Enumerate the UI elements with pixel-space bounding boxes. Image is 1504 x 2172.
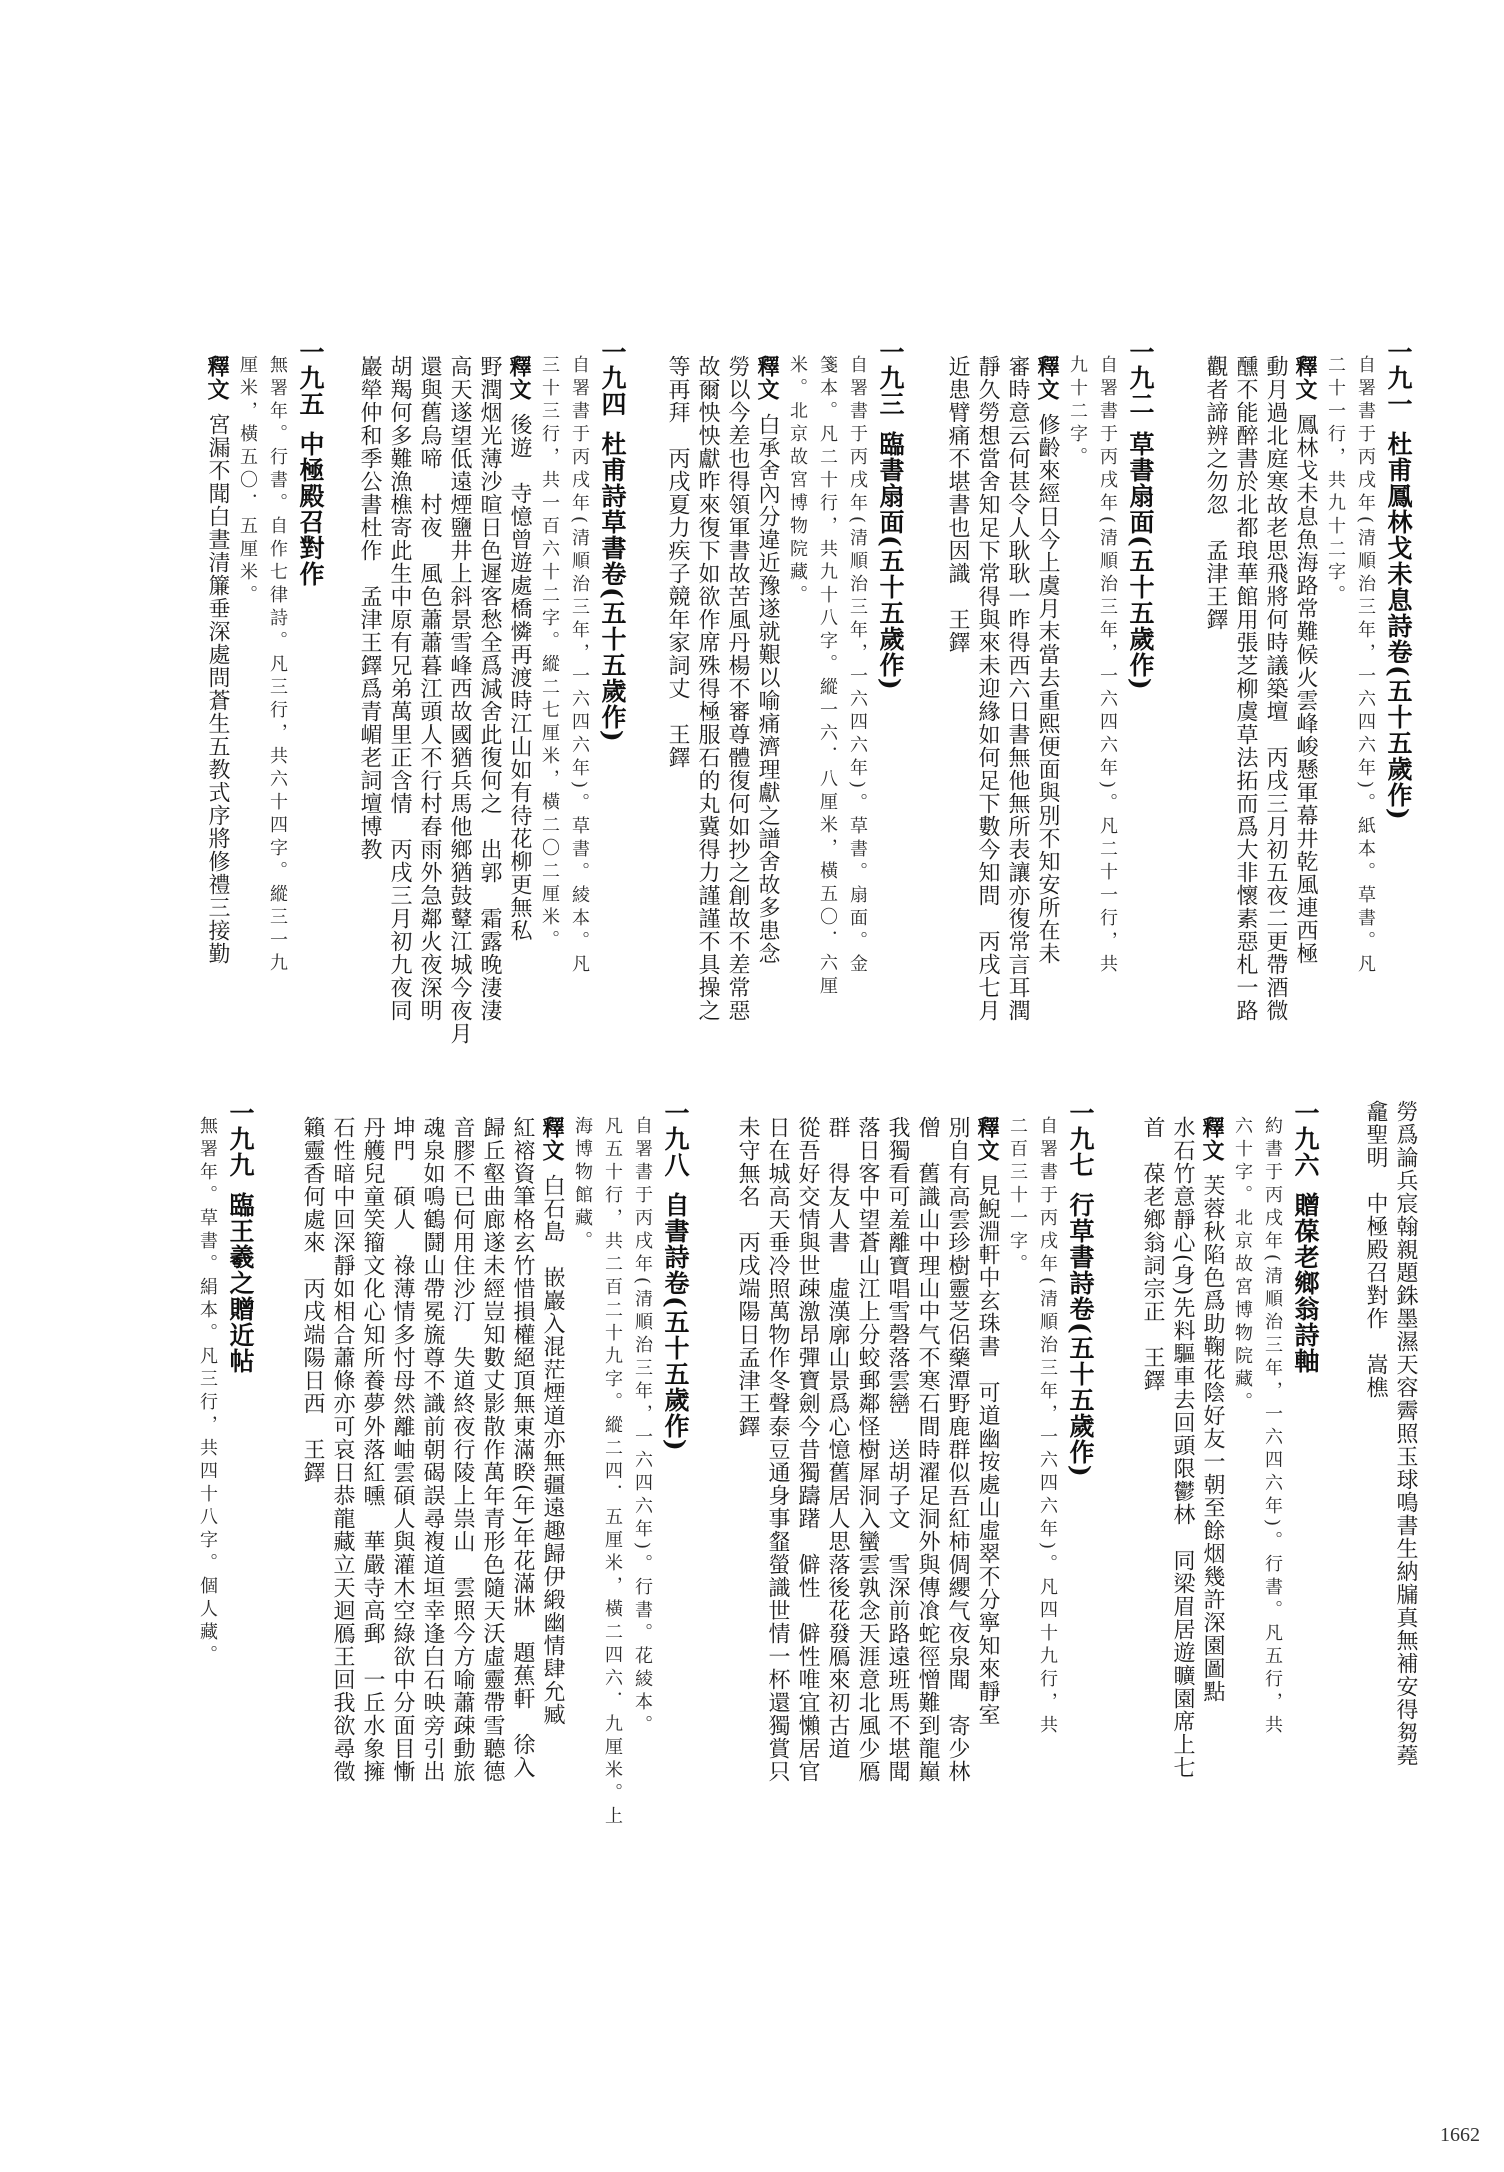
transcription-line: 勞以今差也得領軍書故苦風丹楊不審尊體復何如抄之創故不差常惡 [725,355,750,1022]
entry-info-line: 米。北京故宮博物院藏。 [787,355,808,608]
transcription-text: 後遊 寺憶曾遊處橋憐再渡時江山如有待花柳更無私 [507,413,532,942]
entry-title-text: 臨王羲之贈近帖 [226,1192,255,1374]
entry-info-line: 自署書于丙戌年(清順治三年，一六四六年)。紙本。草書。凡 [1355,355,1376,978]
transcription-text: 鳳林戈未息魚海路常難候火雲峰峻懸軍幕井乾風連西極 [1293,413,1318,965]
entry-info-line: 約書于丙戌年(清順治三年，一六四六年)。行書。凡五行，共 [1262,1116,1283,1739]
transcription-line: 僧 舊識山中理山中气不寒石間時濯足洞外與傳飡蛇徑憎難到龍巔 [915,1116,940,1783]
entry-info-line: 六十字。北京故宮博物院藏。 [1232,1116,1253,1415]
entry-title [1122,339,1158,691]
catalog-entry-196 [1137,1100,1323,1780]
entry-number: 一九五 [296,339,325,417]
catalog-entry-197 [732,1100,1098,1783]
entry-title [1062,1100,1098,1478]
entry-number: 一九三 [876,339,905,417]
entry-info-line: 自署書于丙戌年(清順治三年，一六四六年)。凡四十九行，共 [1037,1116,1058,1739]
entry-info-line: 三十三行，共一百六十二字。縱二七厘米，橫二〇二厘米。 [539,355,560,953]
transcription-line: 群 得友人書 虛漢廓山景爲心憶舊居人思落後花發鴈來初古道 [825,1116,850,1760]
entry-title [292,339,328,587]
entry-number: 一九七 [1066,1100,1095,1178]
transcription-line: 動月過北庭寒故老思飛將何時議築壇 丙戌三月初五夜二更帶酒微 [1263,355,1288,1022]
transcription-line: 紅褣資筆格玄竹惜損權絕頂無東滿睽(年)年花滿牀 題蕉軒 徐入 [510,1116,535,1780]
transcription-label: 釋文 [506,355,532,401]
transcription-line: 未守無名 丙戌端陽日孟津王鐸 [735,1116,760,1438]
entry-title-text: 草書扇面(五十五歲作) [1126,431,1155,691]
transcription-line [1032,355,1062,965]
transcription-label: 釋文 [1292,355,1318,401]
transcription-line [752,355,782,965]
transcription-label: 釋文 [974,1116,1000,1162]
page-number: 1662 [1440,2124,1480,2146]
entry-title [657,1100,693,1452]
transcription-line: 故爾怏怏獻昨來復下如欲作席殊得極服石的丸冀得力謹謹不具操之 [695,355,720,1022]
entry-info-line: 海博物館藏。 [572,1116,593,1254]
transcription-line: 觀者諦辨之勿忽 孟津王鐸 [1203,355,1228,631]
entry-number: 一九六 [1291,1100,1320,1178]
entry-title [872,339,908,691]
transcription-line: 別自有高雲珍樹靈芝侶藥潭野鹿群似吾紅柿倜纓气夜泉聞 寄少林 [945,1116,970,1783]
transcription-line [202,355,232,965]
entry-info-line: 無署年。草書。絹本。凡三行，共四十八字。個人藏。 [197,1116,218,1668]
transcription-line: 還與舊烏啼 村夜 風色蕭蕭暮江頭人不行村舂雨外急鄰火夜深明 [417,355,442,1022]
transcription-line: 丹艧兒童笑籀文化心知所養夢外落紅曛 華嚴寺高郵 一丘水象擁 [360,1116,385,1783]
entry-title-text: 杜甫詩草書卷(五十五歲作) [598,431,627,743]
entry-title [222,1100,258,1374]
transcription-label: 釋文 [204,355,230,401]
transcription-label: 釋文 [539,1116,565,1162]
entry-info-line: 二百三十一字。 [1007,1116,1028,1277]
transcription-label: 釋文 [1199,1116,1225,1162]
catalog-entry-191 [1200,339,1416,1022]
transcription-line [537,1116,567,1726]
entry-title-text: 杜甫鳳林戈未息詩卷(五十五歲作) [1384,431,1413,821]
entry-info-line: 自署書于丙戌年(清順治三年，一六四六年)。行書。花綾本。 [632,1116,653,1739]
transcription-line [972,1116,1002,1726]
catalog-entry-195-continued [1360,1100,1420,1767]
entry-info-line: 厘米，橫五〇．五厘米。 [237,355,258,608]
entry-title-text: 自書詩卷(五十五歲作) [661,1192,690,1452]
catalog-entry-195 [202,339,328,976]
transcription-text: 修齡來經日今上虞月末當去重熙便面與別不知安所在未 [1035,413,1060,965]
transcription-line: 龕聖明 中極殿召對作 嵩樵 [1363,1100,1388,1399]
transcription-label: 釋文 [1034,355,1060,401]
entry-info-line: 無署年。行書。自作七律詩。凡三行，共六十四字。縱三一九 [267,355,288,976]
entry-title-text: 行草書詩卷(五十五歲作) [1066,1192,1095,1478]
transcription-line: 石性暗中回深靜如相合蕭條亦可哀日恭龍藏立天迴鴈王回我欲尋徵 [330,1116,355,1783]
transcription-line: 日在城高天垂冷照萬物作冬聲泰豆通身事韰螢識世情一杯還獨賞只 [765,1116,790,1783]
entry-info-line: 自署書于丙戌年(清順治三年，一六四六年)。草書。綾本。凡 [569,355,590,978]
catalog-entry-199 [192,1100,258,1668]
transcription-text: 見鯢淵軒中玄珠書 可道幽按處山虛翠不分寧知來靜室 [975,1174,1000,1726]
transcription-line: 我獨看可羞離寶唱雪磬落雲巒 送胡子文 雪深前路遠班馬不堪聞 [885,1116,910,1783]
entry-title-text: 臨書扇面(五十五歲作) [876,431,905,691]
entry-number: 一九九 [226,1100,255,1178]
transcription-line: 胡羯何多難漁樵寄此生中原有兄弟萬里正含情 丙戌三月初九夜同 [387,355,412,1022]
transcription-line: 籟靈香何處來 丙戌端陽日西 王鐸 [300,1116,325,1484]
transcription-line: 魂泉如鳴鶴鬪山帶冕旒尊不識前朝碣誤尋複道垣幸逢白石映旁引出 [420,1116,445,1783]
entry-number: 一九一 [1384,339,1413,417]
entry-number: 一九二 [1126,339,1155,417]
transcription-text: 宮漏不聞白晝清簾垂深處問蒼生五教式序將修禮三接勤 [205,413,230,965]
transcription-line: 首 葆老鄉翁詞宗正 王鐸 [1140,1116,1165,1392]
entry-title [1380,339,1416,821]
entry-info-line: 自署書于丙戌年(清順治三年，一六四六年)。凡二十一行，共 [1097,355,1118,978]
entry-number: 一九四 [598,339,627,417]
transcription-line: 野潤烟光薄沙暄日色遲客愁全爲減舍此復何之 出郭 霜露晚淒淒 [477,355,502,1022]
transcription-text: 芙蓉秋陷色爲助鞠花陰好友一朝至餘烟幾許深園圖點 [1200,1174,1225,1703]
entry-title [1287,1100,1323,1374]
transcription-line: 坤門 碩人 祿薄情多忖母然離岫雲碩人與灌木空綠欲中分面目慚 [390,1116,415,1783]
entry-info-line: 箋本。凡二十行，共九十八字。縱一六．八厘米，橫五〇．六厘 [817,355,838,999]
transcription-line: 醺不能醉書於北都琅華館用張芝柳虞草法拓而爲大非懷素惡札一路 [1233,355,1258,1022]
entry-title-text: 中極殿召對作 [296,431,325,587]
entry-number: 一九八 [661,1100,690,1178]
catalog-entry-194 [354,339,630,1045]
entry-info-line: 九十二字。 [1067,355,1088,470]
transcription-line: 等再拜 丙戌夏力疾子競年家詞丈 王鐸 [665,355,690,769]
catalog-entry-193 [662,339,908,1022]
transcription-line: 高天遂望低遠煙鹽井上斜景雪峰西故國猶兵馬他鄉猶鼓鼙江城今夜月 [447,355,472,1045]
transcription-line: 勞爲論兵宸翰親題銖墨濕天容霽照玉球鳴書生納牖真無補安得芻蕘 [1393,1100,1418,1767]
transcription-line [1197,1116,1227,1703]
transcription-line [504,355,534,942]
entry-title-text: 贈葆老鄉翁詩軸 [1291,1192,1320,1374]
transcription-line: 落日客中望蒼山江上分蛟郵鄰怪樹犀洞入蠻雲孰念天涯意北風少鴈 [855,1116,880,1783]
transcription-line: 審時意云何甚令人耿耿一昨得西六日書無他無所表讓亦復常言耳潤 [1005,355,1030,1022]
entry-info-line: 自署書于丙戌年(清順治三年，一六四六年)。草書。扇面。金 [847,355,868,978]
transcription-line: 歸丘壑曲廊遂未經豈知數丈影散作萬年青形色隨天沃虛靈帶雪聽德 [480,1116,505,1783]
catalog-entry-198 [297,1100,693,1829]
transcription-text: 白石島 嵌巖入混茫煙道亦無疆遠趣歸伊緞幽情肆允臧 [540,1174,565,1726]
transcription-line: 水石竹意靜心(身)先料驅車去回頭限鬱林 同梁眉居遊曠園席上七 [1170,1116,1195,1780]
entry-title [594,339,630,743]
transcription-line [1290,355,1320,965]
transcription-label: 釋文 [754,355,780,401]
transcription-line: 從吾好交情與世疎激昂彈寶劍今昔獨躊躇 僻性 僻性唯宜懶居官 [795,1116,820,1783]
transcription-line: 音膠不已何用住沙汀 失道終夜行陵上祟山 雲照今方喻蕭疎動旅 [450,1116,475,1783]
transcription-line: 巖犖仲和季公書杜作 孟津王鐸爲青嵋老詞壇博教 [357,355,382,861]
transcription-line: 近患臂痛不堪書也因識 王鐸 [945,355,970,654]
transcription-line: 靜久勞想當舍知足下常得與來未迎緣如何足下數今知問 丙戌七月 [975,355,1000,1022]
transcription-text: 白承舍內分違近豫遂就艱以喻痛濟理獻之譜舍故多患念 [755,413,780,965]
entry-info-line: 凡五十行，共二百二十九字。縱二四．五厘米，橫二四六．九厘米。上 [602,1116,623,1829]
entry-info-line: 二十一行，共九十二字。 [1325,355,1346,608]
catalog-entry-192 [942,339,1158,1022]
